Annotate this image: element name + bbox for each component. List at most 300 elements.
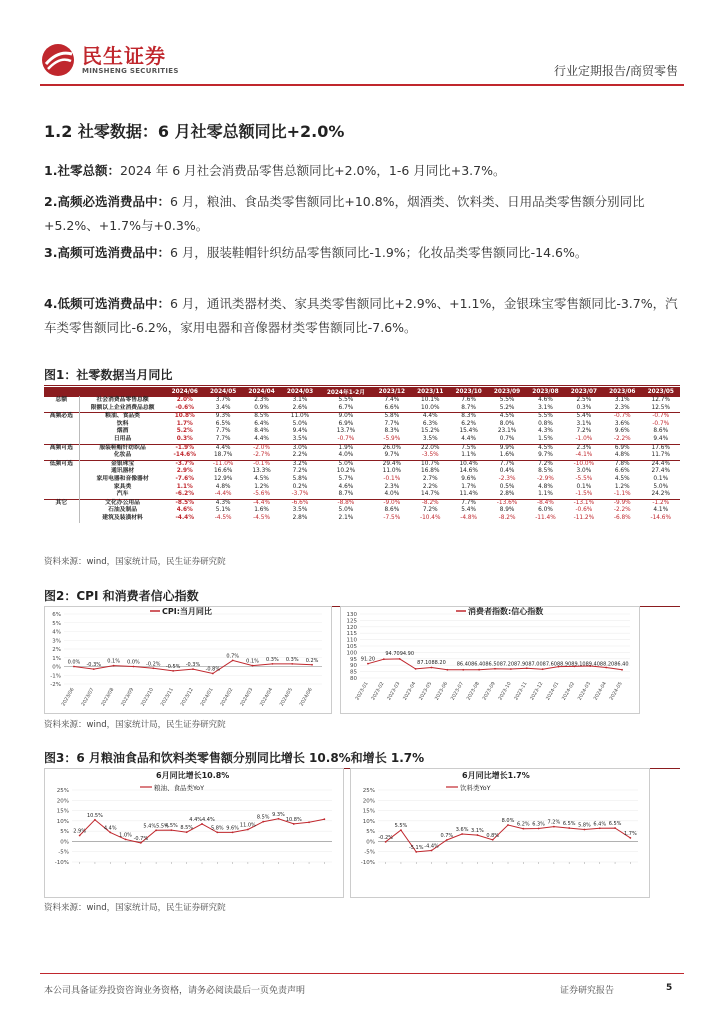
y-tick-label: 115 [346, 631, 357, 638]
chart-title: 消费者指数:信心指数 [468, 607, 544, 616]
table-cell: -8.2% [411, 499, 449, 507]
table-cell: 7.2% [526, 460, 564, 468]
table-cell: -0.6% [175, 404, 194, 411]
table-cell: 8.4% [254, 428, 269, 435]
table-cell: 3.5% [292, 435, 308, 442]
table-cell: 3.5% [292, 507, 308, 514]
data-point [247, 829, 249, 831]
table-cell: 4.3% [204, 499, 242, 507]
table-item-cell: 服装鞋帽针纺织品 [79, 444, 165, 452]
section-title: 1.2 社零数据：6 月社零总额同比+2.0% [44, 122, 345, 141]
y-tick-label: 4% [52, 629, 61, 636]
table-row [44, 428, 680, 436]
table-cell: 8.5% [538, 468, 553, 475]
table-cell: 5.8% [292, 475, 308, 482]
legend-label: 饮料类YoY [460, 784, 491, 792]
table-cell: -2.2% [613, 435, 631, 442]
table-cell: 0.1% [653, 475, 669, 482]
data-point [278, 818, 280, 820]
table-cell: 0.7% [499, 435, 515, 442]
x-tick-label: 2023-05 [418, 681, 434, 702]
table-cell: -3.5% [421, 452, 439, 459]
data-point [133, 666, 135, 668]
table-cell: 29.4% [373, 460, 411, 468]
table-cell: -6.6% [281, 499, 319, 507]
table-cell: 5.1% [215, 507, 231, 514]
data-point [186, 831, 188, 833]
table-cell: 5.4% [461, 507, 477, 514]
x-tick-label: 2023-01 [355, 681, 370, 702]
table-item-cell: 文化办公用品 [79, 499, 165, 507]
y-tick-label: -10% [360, 860, 375, 866]
table-cell: -2.7% [253, 452, 270, 459]
table-cell: 7.8% [603, 460, 641, 468]
y-tick-label: 0% [60, 839, 69, 846]
table-header-cell: 2023/11 [411, 387, 449, 397]
data-label: 10.8% [285, 816, 302, 823]
data-label: 11.0% [239, 822, 256, 829]
data-label: 94.7094.90 [385, 651, 415, 658]
table-cell: 8.6% [384, 507, 400, 514]
y-tick-label: -1% [50, 673, 61, 680]
table-group-cell [44, 428, 79, 436]
table-cell: 2.2% [292, 452, 308, 459]
table-group-cell [44, 436, 79, 444]
data-label: 0.0% [67, 659, 81, 666]
y-tick-label: 10% [56, 818, 69, 825]
y-tick-label: 125 [346, 618, 357, 625]
y-tick-label: 3% [52, 638, 61, 645]
data-point [113, 665, 115, 667]
table-cell: -7.6% [175, 475, 194, 482]
table-cell: 9.7% [538, 452, 553, 459]
data-label: 7.2% [547, 819, 561, 826]
table-cell: 8.0% [499, 420, 515, 427]
table-item-cell: 粮油、食品类 [79, 413, 165, 421]
data-point [109, 831, 111, 833]
data-label: -0.2% [378, 834, 393, 841]
table-cell: 11.0% [281, 413, 319, 421]
table-cell: -5.6% [253, 491, 270, 498]
figure2-title: 图2：CPI 和消费者信心指数 [44, 587, 680, 607]
data-label: -0.7% [133, 835, 149, 842]
data-point [522, 828, 524, 830]
table-group-cell [44, 491, 79, 499]
table-cell: -11.4% [535, 514, 556, 521]
table-header-cell: 2023/10 [449, 387, 487, 397]
table-item-cell: 饮料 [116, 420, 129, 427]
table-item-cell: 社会消费品零售总额 [79, 397, 165, 405]
table-cell: 7.5% [449, 444, 487, 452]
table-header-cell: 2023/06 [603, 387, 641, 397]
table-cell: -2.0% [242, 444, 280, 452]
table-cell: 14.7% [421, 491, 440, 498]
table-cell: 8.3% [384, 428, 400, 435]
y-tick-label: -10% [54, 860, 69, 866]
figure3-title: 图3：6 月粮油食品和饮料类零售额分别同比增长 10.8%和增长 1.7% [44, 749, 680, 769]
y-tick-label: 25% [362, 788, 375, 794]
y-tick-label: 5% [52, 620, 61, 627]
paragraph-text: 2024 年 6 月社会消费品零售总额同比+2.0%，1-6 月同比+3.7%。 [119, 163, 506, 178]
table-cell: 9.3% [204, 413, 242, 421]
table-header-cell: 2023/07 [565, 387, 603, 397]
table-cell: 7.6% [449, 397, 487, 405]
table-cell: 9.6% [461, 475, 477, 482]
data-point [271, 663, 273, 665]
data-label: 6.3% [532, 821, 545, 828]
table-item-cell: 家具类 [113, 483, 132, 490]
table-cell: -0.1% [242, 460, 280, 468]
table-group-cell [44, 468, 79, 476]
data-label: -0.3% [185, 662, 201, 669]
y-tick-label: 0% [52, 664, 61, 671]
data-label: -5.1% [408, 844, 424, 851]
table-cell: 6.0% [538, 507, 553, 514]
table-row [44, 491, 680, 499]
data-label: 0.3% [266, 656, 279, 663]
table-cell: 6.5% [215, 420, 231, 427]
table-group-cell: 总额 [44, 397, 79, 405]
cpi-chart [44, 606, 332, 718]
table-group-cell [44, 405, 79, 413]
table-cell: -9.0% [373, 499, 411, 507]
x-tick-label: 2023-07 [450, 681, 465, 702]
x-tick-label: 2023-09 [482, 681, 497, 702]
legend-label: 粮油、食品类YoY [154, 784, 205, 792]
x-tick-label: 2023/07 [81, 687, 96, 708]
table-cell: 9.6% [614, 428, 630, 435]
paragraph-text: 6 月，服装鞋帽针织纺品零售额同比-1.9%；化妆品类零售额同比-14.6%。 [169, 245, 588, 260]
table-cell: -5.9% [383, 435, 401, 442]
x-tick-label: 2023/08 [101, 687, 116, 708]
table-header-row [44, 387, 680, 397]
x-tick-label: 2023-11 [514, 681, 529, 702]
table-cell: -8.4% [526, 499, 564, 507]
table-cell: -0.7% [652, 420, 670, 427]
figure1-title: 图1：社零数据当月同比 [44, 366, 680, 386]
table-cell: 6.6% [384, 404, 400, 411]
table-header-cell: 2024年1-2月 [319, 387, 372, 397]
table-row [44, 460, 680, 468]
data-point [614, 827, 616, 829]
report-type: 行业定期报告/商贸零售 [553, 64, 678, 78]
table-header-cell [79, 387, 165, 397]
table-cell: 8.7% [338, 491, 354, 498]
table-cell: 8.7% [461, 404, 477, 411]
data-label: 9.6% [226, 825, 239, 832]
x-tick-label: 2023/12 [180, 687, 195, 708]
table-group-cell [44, 484, 79, 492]
table-cell: 4.5% [488, 413, 526, 421]
data-point [542, 668, 544, 670]
y-tick-label: 25% [56, 788, 69, 794]
table-cell: 23.1% [497, 428, 517, 435]
table-cell: 7.7% [384, 420, 400, 427]
table-cell: 1.2% [254, 483, 269, 490]
data-label: 0.8% [486, 832, 500, 839]
table-cell: 3.1% [281, 397, 319, 405]
table-cell: -4.5% [214, 514, 232, 521]
table-cell: -6.8% [613, 514, 631, 521]
table-cell: 6.2% [461, 420, 477, 427]
data-point [79, 835, 81, 837]
data-label: 0.2% [305, 657, 319, 664]
data-point [385, 841, 387, 843]
data-point [553, 826, 555, 828]
paragraph-4 [44, 292, 684, 340]
table-cell: 22.0% [411, 444, 449, 452]
table-cell: 10.0% [421, 404, 440, 411]
table-cell: -2.9% [537, 475, 554, 482]
data-label: 0.0% [127, 659, 140, 666]
table-cell: 3.0% [281, 444, 319, 452]
table-cell: -0.7% [337, 435, 355, 442]
table-header-cell: 2024/04 [242, 387, 280, 397]
data-label: 1.7% [624, 830, 637, 837]
data-label: 6.2% [516, 821, 530, 828]
y-tick-label: 100 [346, 650, 357, 657]
data-point [446, 669, 448, 671]
table-cell: 10.8% [166, 413, 204, 421]
report-label: 证券研究报告 [560, 986, 615, 996]
retail-sales-table [44, 387, 680, 523]
table-cell: 4.5% [526, 444, 564, 452]
table-cell: 8.6% [653, 428, 669, 435]
x-tick-label: 2024/05 [279, 687, 294, 708]
table-header-cell: 2024/05 [204, 387, 242, 397]
data-label: 0.1% [107, 658, 120, 665]
y-tick-label: 10% [362, 818, 375, 825]
paragraph-1 [44, 159, 684, 183]
table-cell: 3.6% [614, 420, 630, 427]
table-cell: -14.6% [173, 452, 197, 459]
table-cell: 17.6% [641, 444, 680, 452]
logo-en: MINSHENG SECURITIES [82, 67, 179, 75]
table-cell: 9.9% [488, 444, 526, 452]
table-cell: -6.2% [175, 491, 194, 498]
table-cell: 6.4% [254, 420, 269, 427]
table-cell: 5.0% [319, 460, 372, 468]
x-tick-label: 2024/02 [220, 687, 235, 708]
table-cell: -2.2% [613, 507, 631, 514]
table-cell: -9.9% [603, 499, 641, 507]
table-cell: 2.8% [292, 514, 308, 521]
data-point [461, 833, 463, 835]
y-tick-label: 120 [346, 624, 357, 631]
table-group-cell [44, 476, 79, 484]
data-point [526, 667, 528, 669]
table-cell: 26.0% [373, 444, 411, 452]
table-row [44, 405, 680, 413]
x-tick-label: 2024-01 [545, 681, 561, 702]
table-cell: 5.0% [338, 507, 354, 514]
data-point [140, 842, 142, 844]
table-header-cell: 2024/03 [281, 387, 319, 397]
table-item-cell: 汽车 [116, 491, 129, 498]
table-cell: 8.5% [242, 413, 280, 421]
data-label: 4.5% [165, 823, 178, 830]
table-cell: 6.7% [338, 404, 354, 411]
table-cell: 10.4% [449, 460, 487, 468]
table-cell: 24.4% [641, 460, 680, 468]
table-cell: 4.8% [215, 483, 231, 490]
data-label: 5.5% [394, 823, 408, 830]
x-tick-label: 2024-04 [593, 681, 608, 702]
table-cell: 4.5% [254, 475, 269, 482]
table-cell: 7.7% [488, 460, 526, 468]
table-row [44, 484, 680, 492]
paragraph-2 [44, 190, 684, 238]
y-tick-label: 15% [362, 808, 375, 815]
logo-cn: 民生证券 [82, 44, 166, 68]
x-tick-label: 2024/03 [239, 687, 255, 708]
table-cell: -8.8% [319, 499, 372, 507]
y-tick-label: 110 [346, 637, 357, 644]
y-tick-label: 130 [346, 612, 357, 618]
logo [40, 42, 179, 78]
y-tick-label: 6% [52, 612, 61, 618]
table-cell: 8.9% [499, 507, 515, 514]
x-tick-label: 2024-05 [609, 681, 624, 702]
data-label: 1.0% [119, 832, 132, 839]
table-cell: 1.5% [538, 435, 553, 442]
table-header-cell [44, 387, 79, 397]
table-cell: 15.2% [421, 428, 440, 435]
x-tick-label: 2024/01 [200, 687, 215, 708]
data-point [93, 668, 95, 670]
table-cell: 4.0% [384, 491, 400, 498]
y-tick-label: 105 [346, 644, 357, 650]
data-point [599, 827, 601, 829]
data-point [431, 667, 433, 669]
data-point [494, 668, 496, 670]
table-cell: 1.2% [614, 483, 630, 490]
table-header-cell: 2024/06 [166, 387, 204, 397]
table-cell: 4.4% [254, 435, 269, 442]
data-point [431, 850, 433, 852]
data-point [94, 819, 96, 821]
table-cell: 6.9% [603, 444, 641, 452]
table-cell: -0.6% [575, 507, 593, 514]
data-label: 86.4086.4086.5087.2087.9087.0087.6088.9089.1089.4088.2086.40 [456, 661, 629, 668]
data-point [232, 659, 234, 661]
table-cell: 2.3% [565, 444, 603, 452]
table-header-cell: 2023/09 [488, 387, 526, 397]
confidence-chart [340, 606, 640, 718]
table-cell: 2.2% [422, 483, 438, 490]
data-point [584, 829, 586, 831]
table-cell: 2.0% [166, 397, 204, 405]
table-cell: -4.4% [242, 499, 280, 507]
table-row [44, 468, 680, 476]
figure3-source: 资料来源：wind，国家统计局，民生证券研究院 [44, 903, 226, 913]
table-item-cell: 化妆品 [113, 452, 132, 459]
data-label: 3.6% [455, 827, 469, 834]
table-cell: 9.4% [653, 435, 669, 442]
table-header-cell: 2023/08 [526, 387, 564, 397]
table-cell: 4.4% [411, 413, 449, 421]
table-cell: 2.3% [242, 397, 280, 405]
paragraph-lead: 2.高频必选消费品中： [44, 194, 170, 209]
table-cell: 8.3% [449, 413, 487, 421]
table-cell: 27.4% [651, 468, 670, 475]
table-cell: 18.7% [213, 452, 233, 459]
table-item-cell: 石油及制品 [108, 507, 138, 514]
table-cell: 4.4% [204, 444, 242, 452]
data-point [308, 821, 310, 823]
table-cell: 5.2% [176, 428, 193, 435]
table-cell: 1.6% [254, 507, 269, 514]
figure2-source: 资料来源：wind，国家统计局，民生证券研究院 [44, 720, 226, 730]
data-label: 8.0% [501, 817, 515, 824]
data-point [462, 669, 464, 671]
table-item-cell: 限额以上企业消费品总额 [90, 404, 155, 411]
table-row [44, 421, 680, 429]
table-group-cell [44, 452, 79, 460]
data-label: 3.1% [471, 828, 484, 835]
table-cell: 2.5% [565, 397, 603, 405]
table-cell: 4.0% [338, 452, 354, 459]
table-row [44, 507, 680, 515]
table-cell: -7.5% [383, 514, 401, 521]
table-item-cell: 通讯器材 [110, 468, 135, 475]
data-point [171, 829, 173, 831]
data-label: 87.1088.20 [417, 660, 446, 667]
data-label: -0.2% [146, 661, 161, 668]
table-row [44, 476, 680, 484]
data-label: 8.5% [256, 814, 270, 821]
data-label: 5.8% [210, 825, 224, 832]
table-cell: 1.1% [461, 452, 477, 459]
chart-title: 6月同比增长10.8% [156, 771, 230, 780]
data-point [232, 831, 234, 833]
data-label: 91.20 [360, 656, 376, 663]
table-cell: 3.5% [422, 435, 438, 442]
x-tick-label: 2023-06 [434, 681, 450, 702]
table-header-cell: 2023/12 [373, 387, 411, 397]
data-point [172, 670, 174, 672]
data-point [415, 851, 417, 853]
table-cell: 11.0% [382, 468, 402, 475]
data-point [323, 818, 325, 820]
figure1-table-wrap [44, 387, 680, 523]
table-cell: 0.8% [538, 420, 553, 427]
x-tick-label: 2024/04 [259, 687, 275, 708]
data-point [125, 838, 127, 840]
data-point [621, 669, 623, 671]
table-cell: 9.4% [292, 428, 308, 435]
data-point [478, 669, 480, 671]
data-point [311, 664, 313, 666]
table-cell: 2.3% [384, 483, 400, 490]
y-tick-label: 15% [56, 808, 69, 815]
paragraph-text: 6 月，通讯类器材类、家具类零售额同比+2.9%、+1.1%，金银珠宝零售额同比-3.7%，汽车类零售额同比-6.2%，家用电器和音像器材类零售额同比-7.6%。 [44, 296, 678, 335]
table-cell: 9.7% [384, 452, 400, 459]
data-label: -0.3% [86, 662, 102, 669]
table-cell: -1.2% [641, 499, 680, 507]
table-cell: 1.7% [461, 483, 477, 490]
data-label: 6.4% [593, 821, 607, 828]
table-row [44, 436, 680, 444]
x-tick-label: 2024/06 [299, 687, 314, 708]
table-item-cell: 日用品 [113, 435, 132, 442]
table-cell: -10.4% [419, 514, 441, 521]
figure1-source: 资料来源：wind，国家统计局，民生证券研究院 [44, 557, 226, 567]
table-cell: 4.1% [653, 507, 669, 514]
table-cell: 0.5% [499, 483, 515, 490]
disclaimer-link[interactable]: 本公司具备证券投资咨询业务资格，请务必阅读最后一页免责声明 [44, 986, 306, 996]
table-cell: 12.5% [651, 404, 670, 411]
